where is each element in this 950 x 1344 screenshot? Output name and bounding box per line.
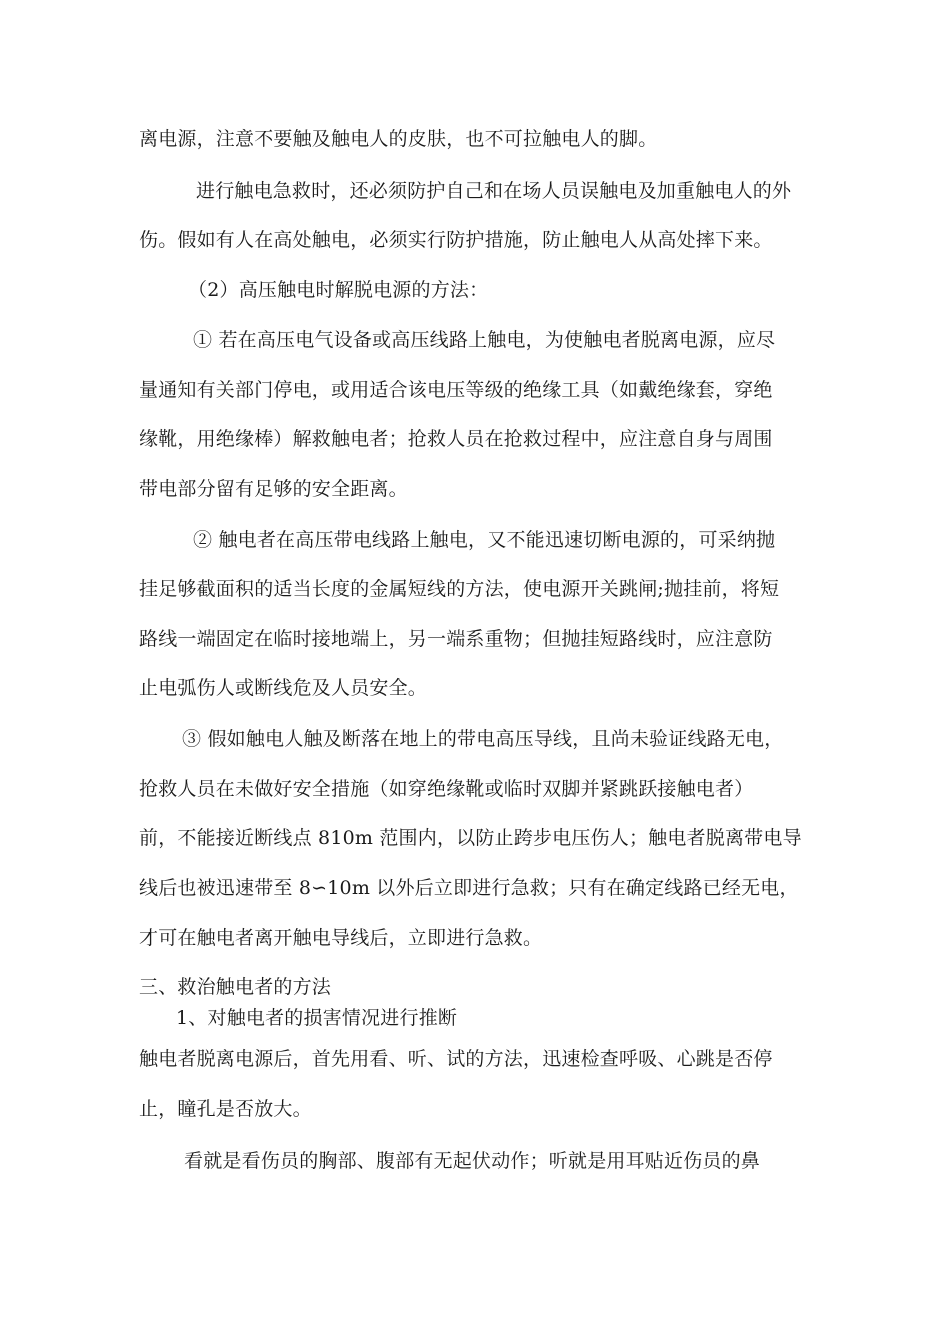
text-line: 前，不能接近断线点 810m 范围内，以防止跨步电压伤人；触电者脱离带电导 [139,827,802,849]
text-line: 止电弧伤人或断线危及人员安全。 [139,677,428,699]
text-line: 缘靴，用绝缘棒）解救触电者；抢救人员在抢救过程中，应注意自身与周围 [139,428,773,450]
text-line: 才可在触电者离开触电导线后，立即进行急救。 [139,927,543,949]
text-line: （2）高压触电时解脱电源的方法： [188,279,489,301]
text-line: ③ 假如触电人触及断落在地上的带电高压导线，且尚未验证线路无电， [182,728,784,750]
text-line: 触电者脱离电源后，首先用看、听、试的方法，迅速检查呼吸、心跳是否停 [139,1048,773,1070]
text-line: 离电源，注意不要触及触电人的皮肤，也不可拉触电人的脚。 [139,128,658,150]
text-line: 看就是看伤员的胸部、腹部有无起伏动作；听就是用耳贴近伤员的鼻 [184,1150,761,1172]
text-line: ② 触电者在高压带电线路上触电，又不能迅速切断电源的，可采纳抛 [193,529,776,551]
text-line: 路线一端固定在临时接地端上，另一端系重物；但抛挂短路线时，应注意防 [139,628,773,650]
text-line: ① 若在高压电气设备或高压线路上触电，为使触电者脱离电源，应尽 [193,329,776,351]
text-line: 线后也被迅速带至 8∽10m 以外后立即进行急救；只有在确定线路已经无电， [139,877,799,899]
section-heading: 三、救治触电者的方法 [139,976,332,998]
text-line: 带电部分留有足够的安全距离。 [139,478,408,500]
text-line: 伤。假如有人在高处触电，必须实行防护措施，防止触电人从高处摔下来。 [139,229,773,251]
text-line: 进行触电急救时，还必须防护自己和在场人员误触电及加重触电人的外 [196,180,792,202]
text-line: 挂足够截面积的适当长度的金属短线的方法，使电源开关跳闸;抛挂前，将短 [139,578,780,600]
subsection-heading: 1、对触电者的损害情况进行推断 [176,1007,458,1029]
text-line: 量通知有关部门停电，或用适合该电压等级的绝缘工具（如戴绝缘套，穿绝 [139,379,773,401]
text-line: 止，瞳孔是否放大。 [139,1098,312,1120]
text-line: 抢救人员在未做好安全措施（如穿绝缘靴或临时双脚并紧跳跃接触电者） [139,778,754,800]
